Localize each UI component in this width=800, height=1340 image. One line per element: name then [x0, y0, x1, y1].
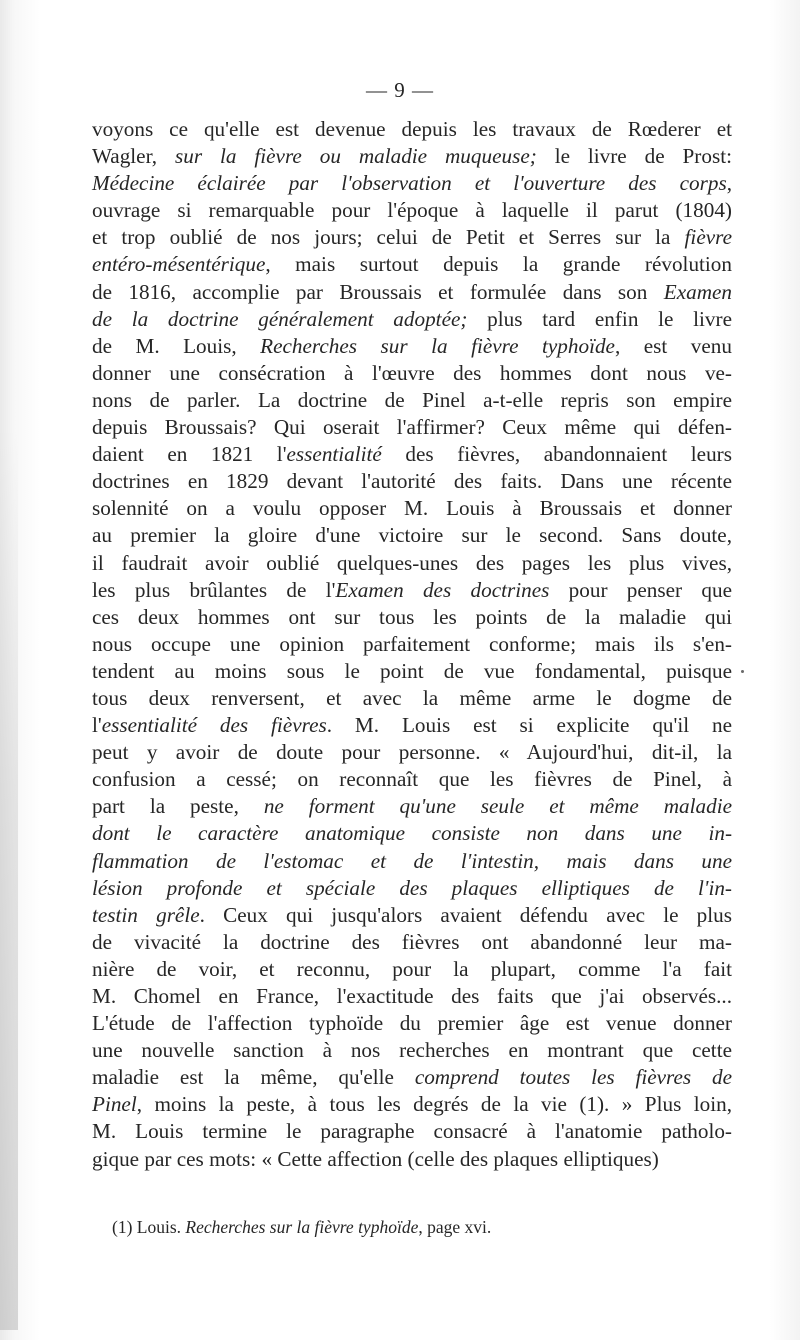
text-segment: doctrines en 1829 devant l'autorité des faits. Dans une récente [92, 469, 732, 494]
text-segment: le livre de Prost: [536, 144, 732, 169]
text-segment: de vivacité la doctrine des fièvres ont abandonné leur ma- [92, 929, 732, 954]
text-segment: . M. Louis est si explicite qu'il ne [326, 713, 732, 738]
text-segment: solennité on a voulu opposer M. Louis à Broussais et donner [92, 496, 732, 521]
italic-segment: Examen des doctrines [335, 577, 550, 602]
footnote-author: Louis. [136, 1217, 182, 1237]
text-segment: peut y avoir de doute pour personne. « Aujourd'hui, dit-il, la [92, 740, 732, 765]
text-line [92, 604, 732, 631]
text-line [92, 143, 732, 170]
text-segment: plus tard enfin le livre [467, 306, 732, 331]
text-line [92, 306, 732, 333]
text-segment: tendent au moins sous le point de vue fondamental, puisque [92, 658, 732, 683]
text-line [92, 522, 732, 549]
text-line [92, 766, 732, 793]
italic-segment: flammation de l'estomac et de l'intestin, mais dans une [92, 848, 732, 873]
text-line [92, 1037, 732, 1064]
text-line [92, 550, 732, 577]
text-segment: M. Chomel en France, l'exactitude des faits que j'ai observés... [92, 984, 732, 1008]
footnote-page: , page xvi. [418, 1217, 492, 1237]
text-segment: de M. Louis, [92, 333, 261, 358]
footnote-title: Recherches sur la fièvre typhoïde [185, 1217, 419, 1237]
text-line [92, 170, 732, 197]
text-line [92, 224, 732, 251]
text-line [92, 577, 732, 604]
text-line [92, 387, 732, 414]
italic-segment: Médecine éclairée par l'observation et l'ouverture des corps [92, 171, 727, 196]
text-line [92, 875, 732, 902]
text-segment: donner une consécration à l'œuvre des hommes dont nous ve- [92, 360, 732, 385]
text-line [92, 983, 732, 1010]
text-line [92, 1064, 732, 1091]
footnote-marker: (1) [112, 1217, 133, 1237]
italic-segment: lésion profonde et spéciale des plaques elliptiques de l'in- [92, 875, 732, 900]
page-number: — 9 — [366, 78, 434, 102]
text-line [92, 1091, 732, 1118]
text-line [92, 441, 732, 468]
text-line [92, 739, 732, 766]
italic-segment: testin grêle [92, 902, 200, 927]
italic-segment: Examen [663, 279, 732, 304]
text-line [92, 929, 732, 956]
text-segment: voyons ce qu'elle est devenue depuis les travaux de Rœderer et [92, 117, 732, 141]
text-line [92, 685, 732, 712]
text-segment: les plus brûlantes de l' [92, 577, 336, 602]
text-line [92, 712, 732, 739]
text-segment: gique par ces mots: « Cette affection (celle des plaques elliptiques) [92, 1146, 659, 1171]
text-segment: pour penser que [549, 577, 732, 602]
text-segment: l' [92, 713, 102, 738]
text-segment: de 1816, accomplie par Broussais et formulée dans son [92, 279, 664, 304]
text-line [92, 197, 732, 224]
text-segment: une nouvelle sanction à nos recherches en montrant que cette [92, 1038, 732, 1063]
text-line [92, 848, 732, 875]
text-line [92, 956, 732, 983]
text-segment: part la peste, [92, 794, 264, 819]
footnote [112, 1216, 712, 1238]
text-line [92, 495, 732, 522]
italic-segment: Pinel [92, 1092, 137, 1117]
text-line [92, 793, 732, 820]
text-line [92, 414, 732, 441]
text-line [92, 468, 732, 495]
italic-segment: de la doctrine généralement adoptée; [92, 306, 468, 331]
text-segment: nons de parler. La doctrine de Pinel a-t-elle repris son empire [92, 387, 732, 412]
text-line [92, 631, 732, 658]
page-gutter-shadow [0, 430, 18, 1330]
italic-segment: Recherches sur la fièvre typhoïde [260, 333, 615, 358]
italic-segment: ne forment qu'une seule et même maladie [263, 794, 733, 819]
text-segment: tous deux renversent, et avec la même arme le dogme de [92, 685, 732, 710]
text-line [92, 1118, 732, 1145]
text-segment: daient en 1821 l' [92, 442, 287, 467]
text-segment: ouvrage si remarquable pour l'époque à laquelle il parut (1804) [92, 198, 732, 223]
text-line [92, 116, 732, 143]
text-segment: , est venu [614, 333, 732, 358]
text-segment: maladie est la même, qu'elle [92, 1065, 415, 1090]
text-line [92, 658, 732, 685]
text-segment: depuis Broussais? Qui oserait l'affirmer? Ceux même qui défen- [92, 415, 732, 440]
text-line [92, 902, 732, 929]
text-segment: ces deux hommes ont sur tous les points de la maladie qui [92, 604, 732, 629]
text-line [92, 1146, 732, 1173]
italic-segment: dont le caractère anatomique consiste non dans une in- [92, 821, 732, 846]
text-segment: M. Louis termine le paragraphe consacré à l'anatomie patholo- [92, 1119, 732, 1144]
text-segment: , mais surtout depuis la grande révolution [265, 252, 732, 277]
text-segment: au premier la gloire d'une victoire sur le second. Sans doute, [92, 523, 732, 548]
italic-segment: essentialité des fièvres [101, 713, 327, 738]
text-segment: des fièvres, abandonnaient leurs [381, 442, 732, 467]
text-segment: Wagler, [92, 144, 175, 169]
text-segment: nière de voir, et reconnu, pour la plupart, comme l'a fait [92, 956, 732, 981]
text-segment: , moins la peste, à tous les degrés de la vie (1). » Plus loin, [136, 1092, 732, 1117]
italic-segment: comprend toutes les fièvres de [414, 1065, 732, 1090]
text-segment: . Ceux qui jusqu'alors avaient défendu avec le plus [199, 902, 733, 927]
text-segment: nous occupe une opinion parfaitement conforme; mais ils s'en- [92, 631, 732, 656]
italic-segment: entéro-mésentérique [92, 252, 266, 277]
text-segment: il faudrait avoir oublié quelques-unes des pages les plus vives, [92, 550, 732, 575]
text-line [92, 333, 732, 360]
main-text [92, 116, 732, 1173]
italic-segment: sur la fièvre ou maladie muqueuse; [175, 144, 537, 169]
text-line [92, 360, 732, 387]
text-line [92, 251, 732, 278]
text-segment: , [726, 171, 732, 196]
italic-segment: essentialité [286, 442, 382, 467]
ink-speck [741, 670, 744, 673]
italic-segment: fièvre [684, 225, 732, 250]
text-segment: et trop oublié de nos jours; celui de Petit et Serres sur la [92, 225, 685, 250]
text-line [92, 279, 732, 306]
text-segment: confusion a cessé; on reconnaît que les fièvres de Pinel, à [92, 767, 732, 792]
text-line [92, 1010, 732, 1037]
text-segment: L'étude de l'affection typhoïde du premier âge est venue donner [92, 1011, 732, 1036]
text-line [92, 820, 732, 847]
